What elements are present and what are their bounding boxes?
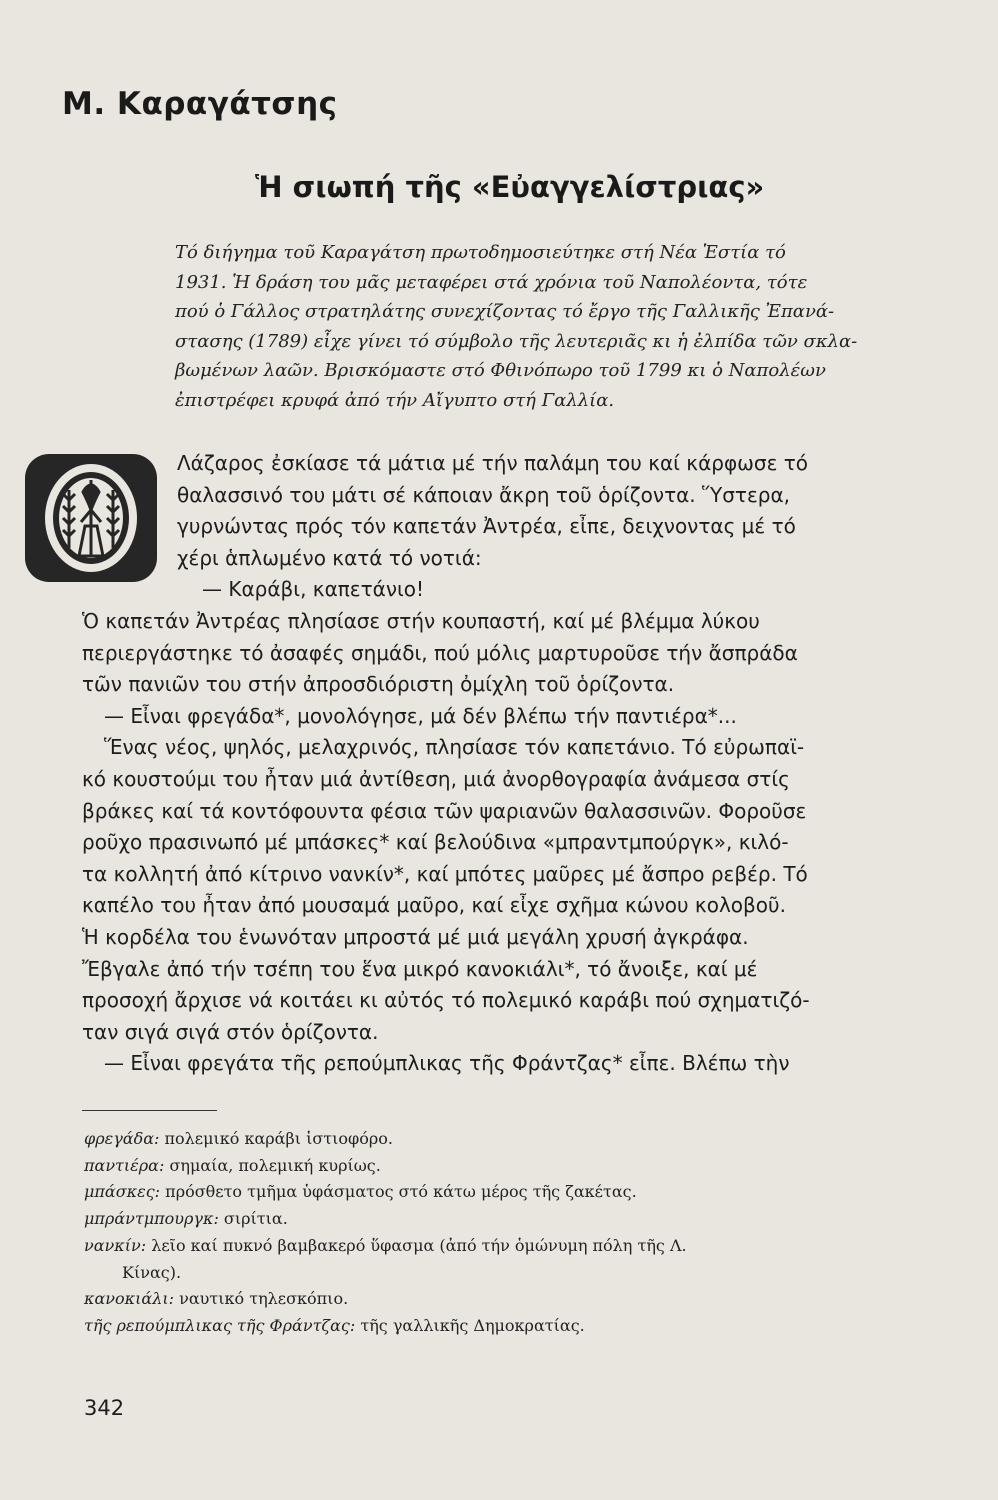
body-line: καπέλο του ἦταν ἀπό μουσαμά μαῦρο, καί εἶχε σχῆμα κώνου κολοβοῦ. [82, 893, 786, 918]
footnote-item [84, 1153, 944, 1180]
body-line: — Εἶναι φρεγάτα τῆς ρεπούμπλικας τῆς Φράντζας* εἶπε. Βλέπω τὴν [104, 1051, 790, 1076]
footnote-term: νανκίν: [84, 1235, 147, 1255]
footnote-term: τῆς ρεπούμπλικας τῆς Φράντζας: [84, 1315, 356, 1335]
footnote-item [84, 1206, 944, 1233]
body-line: χέρι ἁπλωμένο κατά τό νοτιά: [177, 545, 482, 570]
footnote-term: φρεγάδα: [84, 1129, 160, 1148]
body-line: Ἔβγαλε ἀπό τήν τσέπη του ἕνα μικρό κανοκιάλι*, τό ἄνοιξε, καί μέ [82, 956, 758, 981]
body-line: Ὁ καπετάν Ἀντρέας πλησίασε στήν κουπαστή, καί μέ βλέμμα λύκου [82, 608, 760, 633]
body-line: κό κουστούμι του ἦταν μιά ἀντίθεση, μιά ἀνορθογραφία ἀνάμεσα στίς [82, 766, 790, 791]
body-line: βράκες καί τά κοντόφουντα φέσια τῶν ψαριανῶν θαλασσινῶν. Φοροῦσε [82, 798, 807, 823]
intro-line: Τό διήγημα τοῦ Καραγάτση πρωτοδημοσιεύτηκε στή Νέα Ἑστία τό [175, 242, 786, 263]
body-line: ροῦχο πρασινωπό μέ μπάσκες* καί βελούδινα «μπραντμπούργκ», κιλό- [82, 830, 789, 855]
footnote-item [84, 1233, 944, 1260]
body-line: τα κολλητή ἀπό κίτρινο νανκίν*, καί μπότες μαῦρες μέ ἄσπρο ρεβέρ. Τό [82, 861, 808, 886]
author-heading: Μ. Καραγάτσης [62, 86, 338, 122]
footnote-divider [82, 1110, 217, 1111]
intro-paragraph [175, 238, 910, 415]
footnote-item [84, 1179, 944, 1206]
body-line: — Καράβι, καπετάνιο! [202, 577, 425, 602]
body-line: θαλασσινό του μάτι σέ κάποιαν ἄκρη τοῦ ὁρίζοντα. Ὕστερα, [177, 482, 791, 507]
footnote-term: παντιέρα: [84, 1155, 165, 1175]
intro-line: στασης (1789) εἶχε γίνει τό σύμβολο τῆς λευτεριᾶς κι ἡ ἐλπίδα τῶν σκλα- [175, 330, 858, 352]
footnote-definition: σιρίτια. [223, 1209, 288, 1229]
story-body [82, 448, 922, 1080]
footnotes [84, 1126, 944, 1340]
body-line: περιεργάστηκε τό ἀσαφές σημάδι, πού μόλις μαρτυροῦσε τήν ἄσπράδα [82, 640, 798, 665]
footnote-item [84, 1260, 944, 1287]
footnote-item [84, 1286, 944, 1313]
body-line: γυρνώντας πρός τόν καπετάν Ἀντρέα, εἶπε, δειχνοντας μέ τό [177, 514, 796, 539]
footnote-item [84, 1126, 944, 1153]
intro-line: ἐπιστρέφει κρυφά ἀπό τήν Αἴγυπτο στή Γαλλία. [175, 389, 615, 411]
body-line: ταν σιγά σιγά στόν ὁρίζοντα. [82, 1019, 379, 1044]
footnote-item [84, 1313, 944, 1340]
story-title: Ἡ σιωπή τῆς «Εὐαγγελίστριας» [255, 170, 765, 204]
footnote-definition: πρόσθετο τμῆμα ὑφάσματος στό κάτω μέρος τῆς ζακέτας. [165, 1182, 637, 1202]
footnote-term: μπράντμπουργκ: [84, 1209, 219, 1229]
body-line: τῶν πανιῶν του στήν ἀπροσδιόριστη ὀμίχλη τοῦ ὁρίζοντα. [82, 672, 675, 697]
footnote-term: μπάσκες: [84, 1182, 161, 1202]
intro-line: πού ὁ Γάλλος στρατηλάτης συνεχίζοντας τό ἔργο τῆς Γαλλικῆς Ἐπανά- [175, 301, 835, 322]
body-line: Ἕνας νέος, ψηλός, μελαχρινός, πλησίασε τόν καπετάνιο. Τό εὐρωπαϊ- [104, 735, 805, 760]
intro-line: βωμένων λαῶν. Βρισκόμαστε στό Φθινόπωρο τοῦ 1799 κι ὁ Ναπολέων [175, 360, 826, 381]
footnote-definition: λεῖο καί πυκνό βαμβακερό ὕφασμα (ἀπό τήν ὁμώνυμη πόλη τῆς Λ. [151, 1235, 687, 1255]
footnote-definition: πολεμικό καράβι ἱστιοφόρο. [164, 1129, 393, 1148]
footnote-definition: ναυτικό τηλεσκόπιο. [179, 1289, 349, 1309]
footnote-definition: σημαία, πολεμική κυρίως. [169, 1155, 381, 1175]
body-line: — Εἶναι φρεγάδα*, μονολόγησε, μά δέν βλέπω τήν παντιέρα*... [104, 703, 737, 728]
body-line: Ἡ κορδέλα του ἑνωνόταν μπροστά μέ μιά μεγάλη χρυσή ἀγκράφα. [82, 924, 749, 949]
page-number: 342 [84, 1396, 125, 1420]
body-line: Λάζαρος ἐσκίασε τά μάτια μέ τήν παλάμη του καί κάρφωσε τό [177, 451, 809, 475]
body-line: προσοχή ἄρχισε νά κοιτάει κι αὐτός τό πολεμικό καράβι πού σχηματιζό- [82, 988, 810, 1013]
footnote-definition: Κίνας). [122, 1262, 182, 1282]
footnote-term: κανοκιάλι: [84, 1289, 175, 1309]
intro-line: 1931. Ἡ δράση του μᾶς μεταφέρει στά χρόνια τοῦ Ναπολέοντα, τότε [175, 271, 808, 293]
footnote-definition: τῆς γαλλικῆς Δημοκρατίας. [360, 1315, 585, 1335]
